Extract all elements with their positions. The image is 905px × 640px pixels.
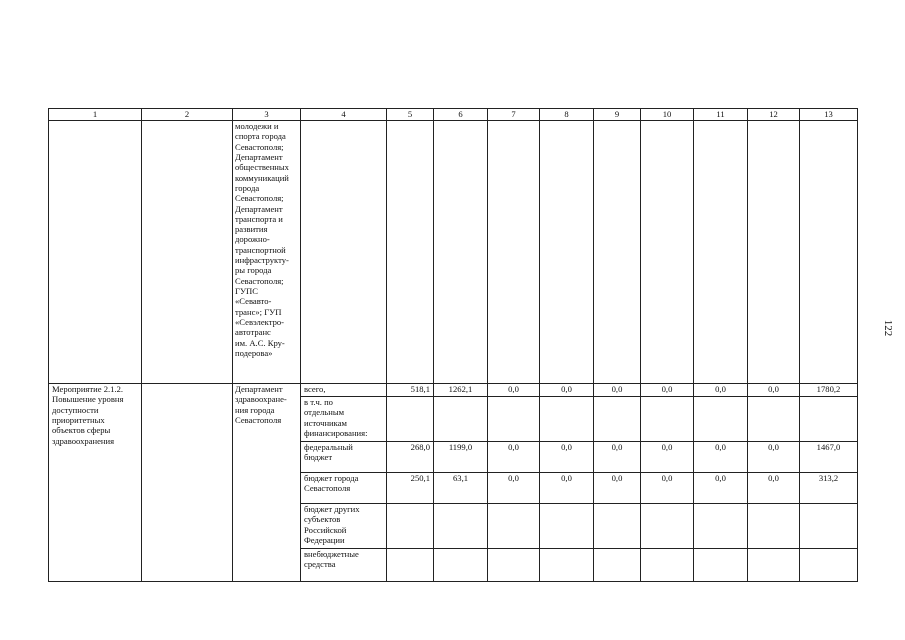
value: 1199,0 <box>448 442 473 452</box>
empty-cell <box>641 121 694 384</box>
value-cell <box>641 504 694 549</box>
cell-line: внебюджетные <box>304 549 359 559</box>
measure-name-cell <box>49 384 142 582</box>
value: 0,0 <box>561 473 572 483</box>
financing-row <box>49 384 858 397</box>
value-cell <box>800 384 858 397</box>
column-number-6: 6 <box>434 109 488 121</box>
value-cell <box>594 549 641 582</box>
column-number-5: 5 <box>387 109 434 121</box>
value-cell <box>434 397 488 442</box>
cell-line: источникам <box>304 417 347 428</box>
cell-line: Департамент <box>235 203 283 214</box>
cell-line: города <box>235 182 260 193</box>
value-cell <box>641 549 694 582</box>
funding-source-cell <box>301 384 387 397</box>
value-cell <box>387 442 434 473</box>
measure-executor-cell <box>233 384 301 582</box>
funding-source-cell <box>301 473 387 504</box>
cell-line: бюджет других <box>304 504 360 514</box>
cell-line: Севастополя <box>235 414 282 425</box>
value: 268,0 <box>410 442 430 452</box>
value-cell <box>748 384 800 397</box>
cell-line: Федерации <box>304 534 345 545</box>
cell-line: ры города <box>235 265 272 276</box>
value-cell <box>488 473 540 504</box>
cell-line: дорожно- <box>235 234 270 245</box>
value-cell <box>748 442 800 473</box>
value-cell <box>694 384 748 397</box>
value-cell <box>694 473 748 504</box>
cell-line: «Севавто- <box>235 296 272 307</box>
empty-cell <box>387 121 434 384</box>
value: 1780,2 <box>816 384 841 394</box>
cell-line: коммуникаций <box>235 172 289 183</box>
empty-cell <box>594 121 641 384</box>
value-cell <box>540 442 594 473</box>
cell-line: здравоохране- <box>235 394 287 405</box>
value-cell <box>540 504 594 549</box>
cell-line: объектов сферы <box>52 425 111 436</box>
column-number-13: 13 <box>800 109 858 121</box>
cell-line: инфраструкту- <box>235 255 289 266</box>
value: 250,1 <box>410 473 430 483</box>
value-cell <box>641 384 694 397</box>
funding-source-cell <box>301 549 387 582</box>
cell-line: всего, <box>304 384 326 394</box>
value: 0,0 <box>715 473 726 483</box>
empty-cell <box>800 121 858 384</box>
column-number-12: 12 <box>748 109 800 121</box>
cell-line: «Севэлектро- <box>235 316 285 327</box>
value: 518,1 <box>410 384 430 394</box>
value-cell <box>488 549 540 582</box>
cell-line: спорта города <box>235 131 286 142</box>
column-number-10: 10 <box>641 109 694 121</box>
empty-cell <box>434 121 488 384</box>
value-cell <box>434 549 488 582</box>
empty-cell <box>694 121 748 384</box>
value-cell <box>540 397 594 442</box>
page-number: 122 <box>882 319 894 337</box>
cell-line: Севастополя <box>304 483 351 494</box>
empty-cell <box>49 121 142 384</box>
value-cell <box>641 442 694 473</box>
value: 0,0 <box>611 384 623 394</box>
cell-line: финансирования: <box>304 427 368 438</box>
cell-line: Департамент <box>235 151 283 162</box>
empty-cell <box>540 121 594 384</box>
column-number-11: 11 <box>694 109 748 121</box>
value-cell <box>641 397 694 442</box>
empty-cell <box>488 121 540 384</box>
column-number-1: 1 <box>49 109 142 121</box>
value: 1467,0 <box>816 442 841 452</box>
financing-table <box>48 108 858 582</box>
value-cell <box>748 549 800 582</box>
value: 313,2 <box>818 473 839 483</box>
cell-line: здравоохранения <box>52 435 115 446</box>
value-cell <box>748 504 800 549</box>
cell-line: Департамент <box>235 384 283 394</box>
value-cell <box>800 397 858 442</box>
cell-line: им. А.С. Кру- <box>235 337 285 348</box>
value: 1262,1 <box>448 384 473 394</box>
value: 0,0 <box>715 384 726 394</box>
value: 0,0 <box>661 384 673 394</box>
value: 0,0 <box>661 442 673 452</box>
value-cell <box>800 549 858 582</box>
cell-line: автотранс <box>235 327 271 338</box>
cell-line: общественных <box>235 162 289 173</box>
executor-continuation-cell <box>233 121 301 384</box>
value: 0,0 <box>715 442 726 452</box>
cell-line: субъектов <box>304 514 341 525</box>
column-number-4: 4 <box>301 109 387 121</box>
empty-cell <box>142 121 233 384</box>
header-row <box>49 109 858 121</box>
cell-line: Севастополя; <box>235 141 284 152</box>
value-cell <box>540 384 594 397</box>
cell-line: молодежи и <box>235 121 279 131</box>
cell-line: федеральный <box>304 442 353 452</box>
value: 0,0 <box>661 473 673 483</box>
cell-line: Повышение уровня <box>52 394 124 405</box>
cell-line: транс»; ГУП <box>235 306 282 317</box>
value-cell <box>540 549 594 582</box>
value-cell <box>387 397 434 442</box>
value: 0,0 <box>561 442 572 452</box>
value: 0,0 <box>611 473 623 483</box>
value: 0,0 <box>508 442 519 452</box>
column-number-7: 7 <box>488 109 540 121</box>
value: 0,0 <box>611 442 623 452</box>
cell-line: ГУПС <box>235 286 258 296</box>
value-cell <box>594 397 641 442</box>
value-cell <box>488 442 540 473</box>
value-cell <box>387 384 434 397</box>
cell-line: ния города <box>235 404 275 415</box>
cell-line: Севастополя; <box>235 193 284 204</box>
cell-line: отдельным <box>304 407 345 418</box>
cell-line: в т.ч. по <box>304 397 333 407</box>
column-number-9: 9 <box>594 109 641 121</box>
cell-line: Российской <box>304 524 347 535</box>
value: 0,0 <box>768 473 779 483</box>
value-cell <box>594 442 641 473</box>
value: 0,0 <box>768 384 779 394</box>
cell-line: Севастополя; <box>235 275 284 286</box>
value-cell <box>594 384 641 397</box>
cell-line: бюджет <box>304 452 333 463</box>
value-cell <box>800 504 858 549</box>
value-cell <box>540 473 594 504</box>
cell-line: средства <box>304 559 336 570</box>
cell-line: транспортной <box>235 244 286 255</box>
value-cell <box>800 442 858 473</box>
value-cell <box>488 504 540 549</box>
value-cell <box>594 473 641 504</box>
empty-cell <box>748 121 800 384</box>
value-cell <box>434 504 488 549</box>
column-2-cell <box>142 384 233 582</box>
cell-line: бюджет города <box>304 473 359 483</box>
value-cell <box>594 504 641 549</box>
value: 0,0 <box>508 473 519 483</box>
column-number-8: 8 <box>540 109 594 121</box>
value: 0,0 <box>561 384 572 394</box>
value-cell <box>488 384 540 397</box>
value-cell <box>387 549 434 582</box>
funding-source-cell <box>301 442 387 473</box>
cell-line: подерова» <box>235 347 273 358</box>
column-number-3: 3 <box>233 109 301 121</box>
cell-line: Мероприятие 2.1.2. <box>52 384 124 394</box>
funding-source-cell <box>301 397 387 442</box>
value-cell <box>694 442 748 473</box>
cell-line: доступности <box>52 404 99 415</box>
value-cell <box>641 473 694 504</box>
continuation-row <box>49 121 858 384</box>
value-cell <box>748 473 800 504</box>
value-cell <box>694 549 748 582</box>
column-number-2: 2 <box>142 109 233 121</box>
value: 0,0 <box>768 442 779 452</box>
cell-line: транспорта и <box>235 213 283 224</box>
value-cell <box>694 504 748 549</box>
value: 63,1 <box>452 473 469 483</box>
funding-source-cell <box>301 504 387 549</box>
value-cell <box>748 397 800 442</box>
value-cell <box>694 397 748 442</box>
value-cell <box>387 473 434 504</box>
value-cell <box>800 473 858 504</box>
value-cell <box>434 384 488 397</box>
value: 0,0 <box>508 384 519 394</box>
cell-line: приоритетных <box>52 414 105 425</box>
cell-line: развития <box>235 224 268 235</box>
value-cell <box>488 397 540 442</box>
empty-cell <box>301 121 387 384</box>
value-cell <box>434 473 488 504</box>
value-cell <box>434 442 488 473</box>
value-cell <box>387 504 434 549</box>
